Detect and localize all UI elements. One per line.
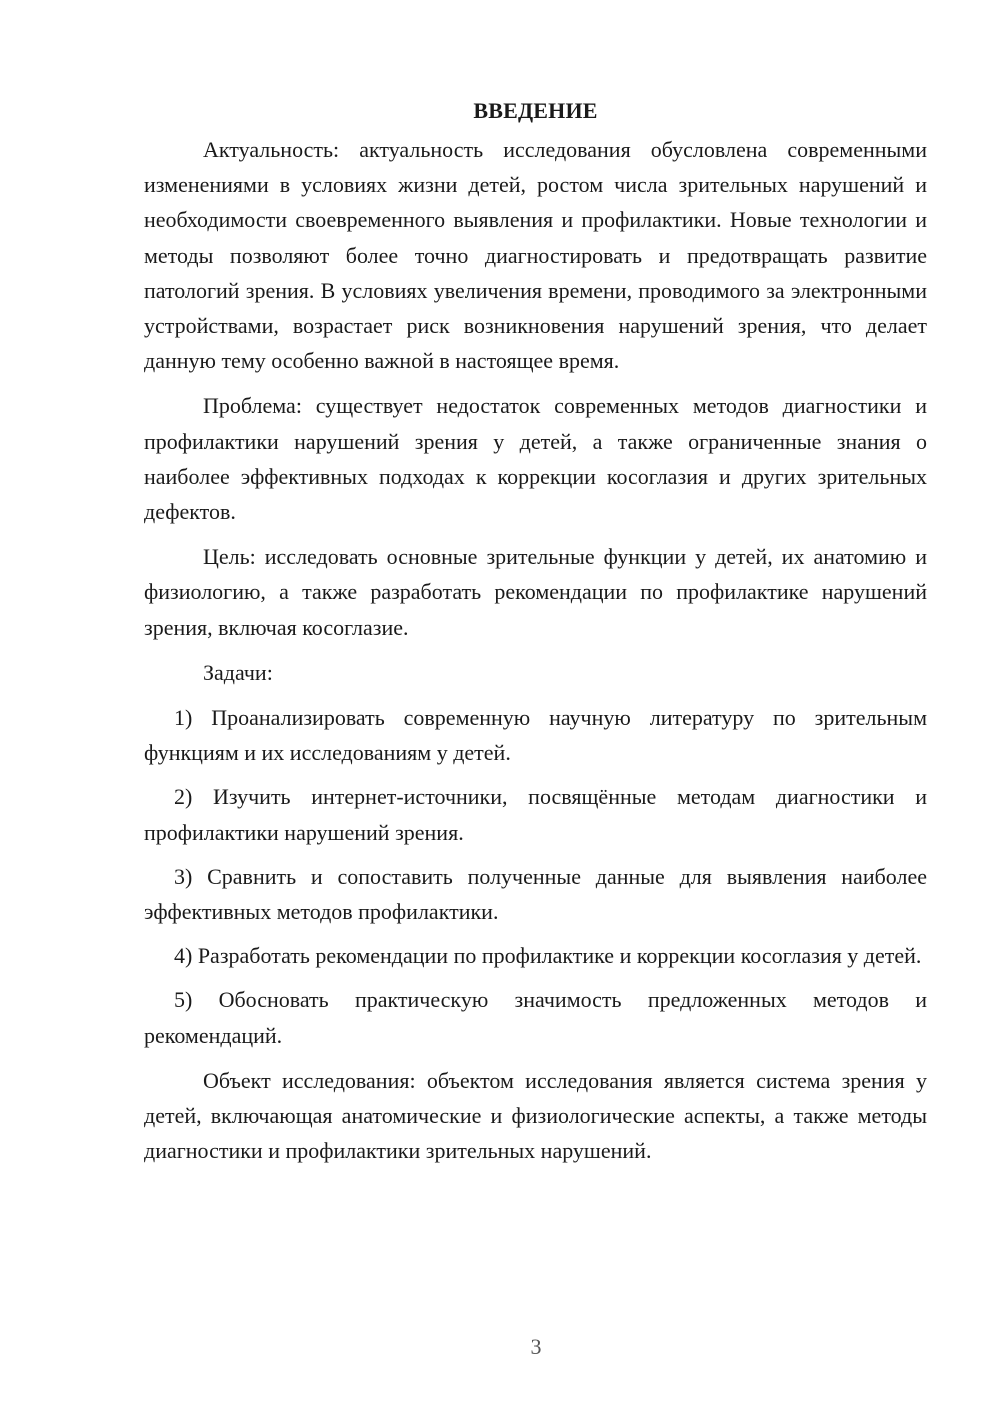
page-number: 3 bbox=[530, 1334, 542, 1359]
section-heading: ВВЕДЕНИЕ bbox=[473, 98, 598, 123]
task-item-4: 4) Разработать рекомендации по профилактике и коррекции косоглазия у детей. bbox=[174, 943, 922, 969]
tasks-label: Задачи: bbox=[203, 659, 273, 685]
document-page bbox=[144, 94, 927, 1168]
task-item-1: 1) Проанализировать современную научную литературу по зрительным функциям и их исследованиям у детей. bbox=[144, 705, 927, 766]
relevance-paragraph: Актуальность: актуальность исследования обусловлена современными изменениями в условиях жизни детей, ростом числа зрительных нарушений и необходимости своевременного выявления и профилактики. Новые технологии и методы позволяют более точно диагностировать и предотвращать развитие патологий зрения. В условиях увеличения времени, проводимого за электронными устройствами, возрастает риск возникновения нарушений зрения, что делает данную тему особенно важной в настоящее время. bbox=[144, 137, 927, 374]
task-item-5: 5) Обосновать практическую значимость предложенных методов и рекомендаций. bbox=[144, 987, 927, 1048]
task-item-2: 2) Изучить интернет-источники, посвящённые методам диагностики и профилактики нарушений зрения. bbox=[144, 784, 927, 845]
problem-paragraph: Проблема: существует недостаток современных методов диагностики и профилактики нарушений зрения у детей, а также ограниченные знания о наиболее эффективных подходах к коррекции косоглазия и других зрительных дефектов. bbox=[144, 393, 927, 525]
task-item-3: 3) Сравнить и сопоставить полученные данные для выявления наиболее эффективных методов профилактики. bbox=[144, 863, 927, 925]
goal-paragraph: Цель: исследовать основные зрительные функции у детей, их анатомию и физиологию, а также разработать рекомендации по профилактике нарушений зрения, включая косоглазие. bbox=[144, 544, 927, 640]
object-paragraph: Объект исследования: объектом исследования является система зрения у детей, включающая анатомические и физиологические аспекты, а также методы диагностики и профилактики зрительных нарушений. bbox=[144, 1067, 927, 1164]
